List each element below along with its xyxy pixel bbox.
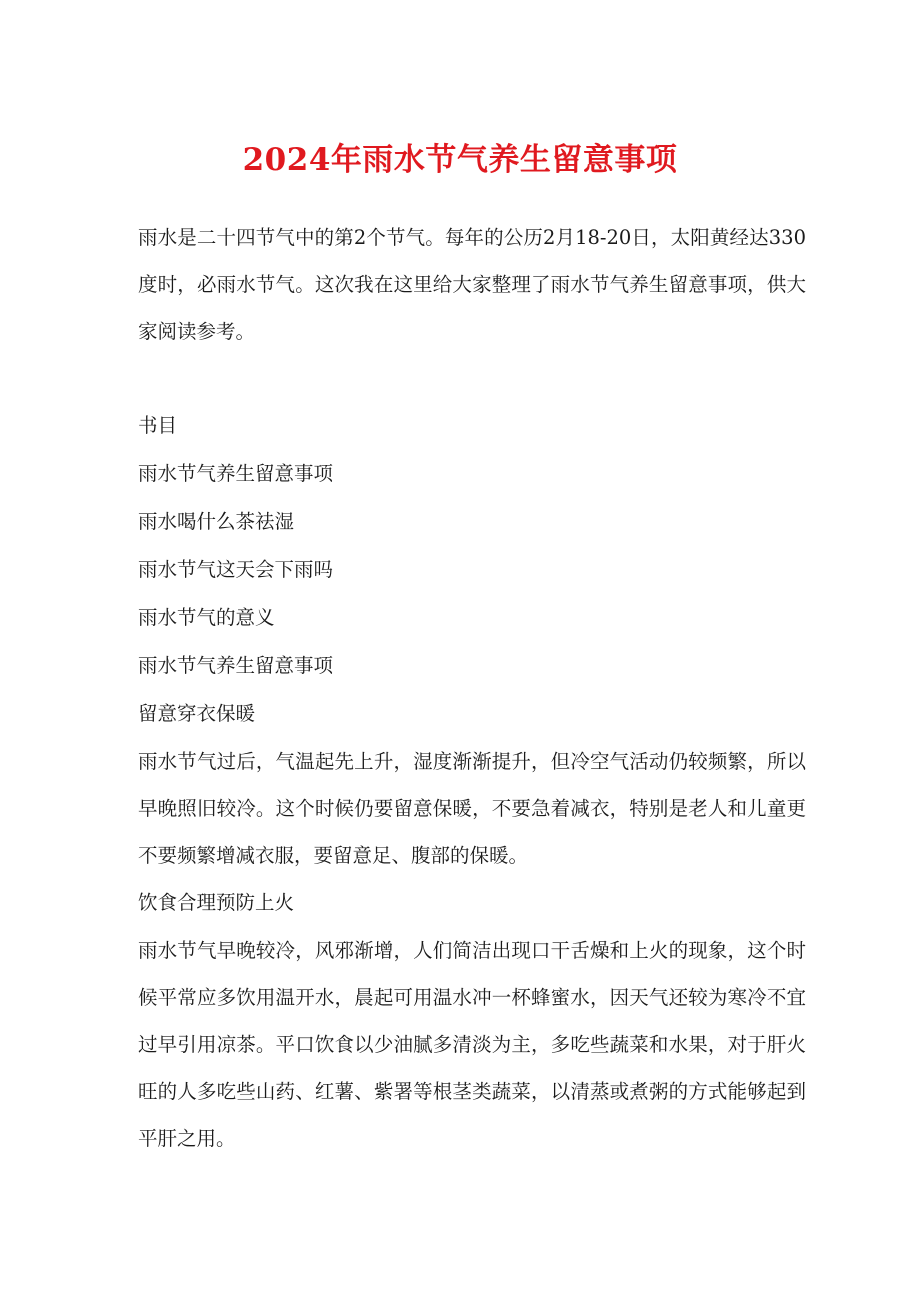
toc-item: 雨水喝什么茶祛湿: [138, 510, 295, 533]
toc-item: 雨水节气这天会下雨吗: [138, 558, 334, 581]
toc-item: 雨水节气养生留意事项: [138, 462, 334, 485]
subsection-heading: 饮食合理预防上火: [138, 891, 295, 914]
toc-heading: 书目: [138, 414, 178, 437]
subsection-heading: 留意穿衣保暖: [138, 702, 256, 725]
document-title: 2024年雨水节气养生留意事项: [242, 142, 678, 178]
intro-paragraph: 雨水是二十四节气中的第2个节气。每年的公历2月18-20日，太阳黄经达330度时，必雨水节气。这次我在这里给大家整理了雨水节气养生留意事项，供大家阅读参考。: [138, 226, 806, 343]
toc-item: 雨水节气的意义: [138, 606, 275, 629]
section-heading: 雨水节气养生留意事项: [138, 654, 334, 677]
subsection-paragraph: 雨水节气过后，气温起先上升，湿度渐渐提升，但冷空气活动仍较频繁，所以早晚照旧较冷。这个时候仍要留意保暖，不要急着减衣，特别是老人和儿童更不要频繁增减衣服，要留意足、腹部的保暖。: [138, 750, 806, 867]
document-body: [138, 214, 806, 1162]
subsection-paragraph: 雨水节气早晚较冷，风邪渐增，人们简洁出现口干舌燥和上火的现象，这个时候平常应多饮用温开水，晨起可用温水冲一杯蜂蜜水，因天气还较为寒冷不宜过早引用凉茶。平口饮食以少油腻多清淡为主，多吃些蔬菜和水果，对于肝火旺的人多吃些山药、红薯、紫署等根茎类蔬菜，以清蒸或煮粥的方式能够起到平肝之用。: [138, 939, 806, 1150]
